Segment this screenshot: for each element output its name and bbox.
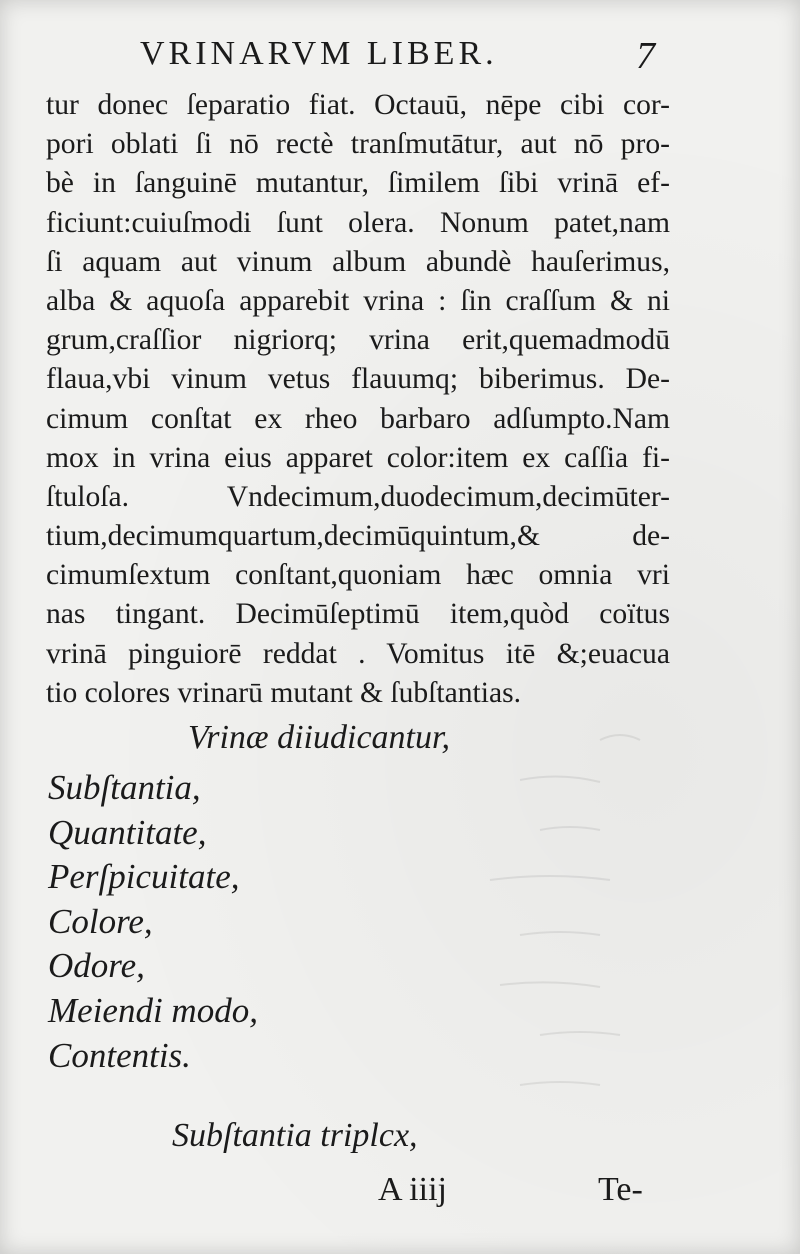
body-line: ſi aquam aut vinum album abundè hauſerimus, — [46, 245, 670, 278]
body-line: ſtuloſa. Vndecimum,duodecimum,decimūter- — [46, 480, 670, 513]
criteria-item: Odore, — [48, 946, 145, 986]
criteria-item: Contentis. — [48, 1035, 191, 1075]
catchword: Te- — [598, 1171, 643, 1208]
criteria-list — [48, 766, 258, 1078]
body-line: nas tingant. Decimūſeptimū item,quòd coïtus — [46, 598, 670, 631]
body-line: mox in vrina eius apparet color:item ex caſſia fi- — [46, 441, 670, 474]
body-line: tur donec ſeparatio fiat. Octauū, nēpe cibi cor- — [46, 89, 670, 121]
criteria-item: Perſpicuitate, — [48, 857, 240, 897]
body-line: cimumſextum conſtant,quoniam hæc omnia vri — [46, 559, 670, 592]
criteria-item: Quantitate, — [48, 812, 207, 852]
signature-mark: A iiij — [378, 1171, 447, 1208]
body-line: flaua,vbi vinum vetus flauumq; biberimus. De- — [46, 363, 670, 396]
section-heading: Vrinæ diiudicantur, — [188, 719, 450, 756]
body-line: tium,decimumquartum,decimūquintum,& de- — [46, 520, 670, 553]
body-line: bè in ſanguinē mutantur, ſimilem ſibi vrinā ef- — [46, 167, 670, 200]
running-title: VRINARVM LIBER. — [140, 35, 498, 72]
body-text — [46, 86, 670, 713]
body-line: tio colores vrinarū mutant & ſubſtantias. — [46, 676, 522, 709]
body-line: cimum conſtat ex rheo barbaro adſumpto.Nam — [46, 402, 670, 435]
body-line: grum,craſſior nigriorq; vrina erit,quemadmodū — [46, 324, 670, 357]
body-line: vrinā pinguiorē reddat . Vomitus itē &;euacua — [46, 637, 670, 670]
criteria-item: Subſtantia, — [48, 768, 201, 807]
running-head — [0, 32, 800, 76]
body-line: pori oblati ſi nō rectè tranſmutātur, aut nō pro- — [46, 128, 670, 161]
body-line: ficiunt:cuiuſmodi ſunt olera. Nonum patet,nam — [46, 206, 670, 239]
page-number: 7 — [636, 35, 655, 77]
body-line: alba & aquoſa apparebit vrina : ſin craſſum & ni — [46, 284, 670, 317]
criteria-item: Meiendi modo, — [48, 990, 258, 1030]
subsection-heading: Subſtantia triplcx, — [172, 1117, 418, 1154]
criteria-item: Colore, — [48, 901, 153, 941]
